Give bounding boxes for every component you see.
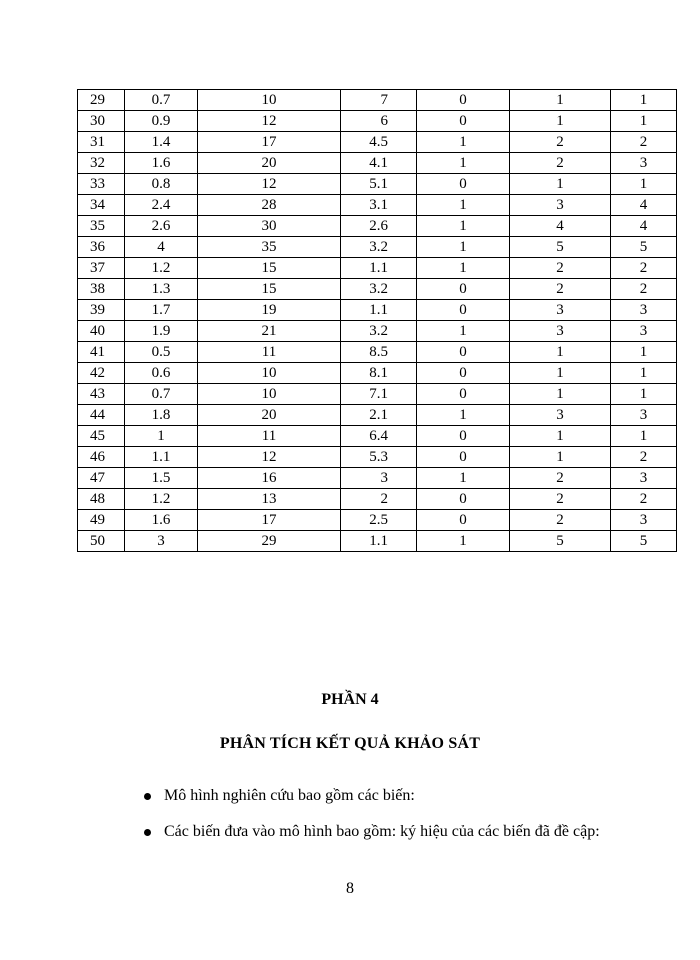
table-cell: 1 <box>611 342 677 363</box>
table-cell: 5.1 <box>341 174 417 195</box>
table-cell: 2 <box>510 468 611 489</box>
table-cell: 1.7 <box>125 300 198 321</box>
table-cell: 0 <box>417 384 510 405</box>
table-row <box>78 300 677 321</box>
table-row <box>78 363 677 384</box>
table-cell: 1.5 <box>125 468 198 489</box>
table-cell: 1 <box>417 195 510 216</box>
table-cell: 8.1 <box>341 363 417 384</box>
table-cell: 1.3 <box>125 279 198 300</box>
table-cell: 7 <box>341 90 417 111</box>
table-cell: 41 <box>78 342 125 363</box>
table-cell: 50 <box>78 531 125 552</box>
table-cell: 20 <box>198 153 341 174</box>
table-cell: 3 <box>510 321 611 342</box>
bullet-text: Các biến đưa vào mô hình bao gồm: ký hiệu của các biến đã đề cập: <box>164 823 600 840</box>
table-cell: 17 <box>198 132 341 153</box>
table-row <box>78 405 677 426</box>
table-cell: 0 <box>417 426 510 447</box>
table-cell: 4 <box>125 237 198 258</box>
table-cell: 0.8 <box>125 174 198 195</box>
table-cell: 44 <box>78 405 125 426</box>
table-cell: 0 <box>417 174 510 195</box>
table-body <box>78 90 677 552</box>
table-cell: 11 <box>198 342 341 363</box>
table-cell: 34 <box>78 195 125 216</box>
table-cell: 33 <box>78 174 125 195</box>
table-cell: 3 <box>510 405 611 426</box>
bullet-dot-icon <box>144 829 151 836</box>
table-cell: 1.8 <box>125 405 198 426</box>
bullet-dot-icon <box>144 793 151 800</box>
table-cell: 5.3 <box>341 447 417 468</box>
table-cell: 3 <box>611 405 677 426</box>
table-cell: 36 <box>78 237 125 258</box>
table-cell: 10 <box>198 363 341 384</box>
table-row <box>78 216 677 237</box>
table-row <box>78 321 677 342</box>
table-cell: 5 <box>510 237 611 258</box>
table-cell: 4 <box>510 216 611 237</box>
table-cell: 2 <box>510 153 611 174</box>
table-cell: 32 <box>78 153 125 174</box>
table-cell: 10 <box>198 384 341 405</box>
table-cell: 0.9 <box>125 111 198 132</box>
table-cell: 0 <box>417 342 510 363</box>
table-cell: 7.1 <box>341 384 417 405</box>
table-cell: 1 <box>417 216 510 237</box>
table-cell: 49 <box>78 510 125 531</box>
table-cell: 2 <box>341 489 417 510</box>
table-cell: 3 <box>341 468 417 489</box>
table-row <box>78 426 677 447</box>
table-cell: 5 <box>611 531 677 552</box>
table-cell: 1 <box>611 363 677 384</box>
table-cell: 1 <box>417 531 510 552</box>
table-cell: 0 <box>417 363 510 384</box>
table-cell: 12 <box>198 111 341 132</box>
table-cell: 2 <box>611 279 677 300</box>
table-cell: 46 <box>78 447 125 468</box>
table-cell: 2 <box>510 489 611 510</box>
table-cell: 17 <box>198 510 341 531</box>
table-cell: 0 <box>417 90 510 111</box>
table-cell: 2.6 <box>341 216 417 237</box>
bullet-list <box>140 781 610 853</box>
table-cell: 1.1 <box>341 300 417 321</box>
bullet-item <box>140 817 610 847</box>
table-cell: 3.2 <box>341 321 417 342</box>
page-number: 8 <box>346 880 354 897</box>
data-table <box>77 89 677 552</box>
table-cell: 35 <box>198 237 341 258</box>
table-cell: 4 <box>611 216 677 237</box>
table-cell: 2 <box>611 447 677 468</box>
table-cell: 1.1 <box>341 258 417 279</box>
table-cell: 3 <box>510 300 611 321</box>
table-cell: 2 <box>510 258 611 279</box>
table-cell: 0.6 <box>125 363 198 384</box>
table-row <box>78 258 677 279</box>
table-row <box>78 489 677 510</box>
table-row <box>78 384 677 405</box>
table-cell: 6 <box>341 111 417 132</box>
table-cell: 48 <box>78 489 125 510</box>
table-cell: 1 <box>510 342 611 363</box>
table-cell: 1 <box>510 90 611 111</box>
table-cell: 1 <box>611 384 677 405</box>
table-cell: 16 <box>198 468 341 489</box>
table-cell: 0 <box>417 279 510 300</box>
table-cell: 8.5 <box>341 342 417 363</box>
table-cell: 1 <box>611 111 677 132</box>
table-cell: 3.1 <box>341 195 417 216</box>
table-cell: 12 <box>198 174 341 195</box>
table-cell: 42 <box>78 363 125 384</box>
table-row <box>78 510 677 531</box>
table-cell: 1 <box>611 426 677 447</box>
table-cell: 2.6 <box>125 216 198 237</box>
table-cell: 1.4 <box>125 132 198 153</box>
table-cell: 0 <box>417 111 510 132</box>
table-cell: 19 <box>198 300 341 321</box>
table-cell: 0.5 <box>125 342 198 363</box>
table-cell: 30 <box>198 216 341 237</box>
table-cell: 29 <box>78 90 125 111</box>
table-row <box>78 174 677 195</box>
table-cell: 5 <box>611 237 677 258</box>
table-cell: 1.1 <box>125 447 198 468</box>
table-cell: 2 <box>510 132 611 153</box>
table-cell: 11 <box>198 426 341 447</box>
table-cell: 37 <box>78 258 125 279</box>
table-cell: 4.1 <box>341 153 417 174</box>
table-cell: 0 <box>417 489 510 510</box>
table-cell: 3 <box>611 153 677 174</box>
table-row <box>78 90 677 111</box>
table-cell: 1 <box>611 174 677 195</box>
table-row <box>78 342 677 363</box>
table-cell: 1 <box>125 426 198 447</box>
table-cell: 1.6 <box>125 510 198 531</box>
table-row <box>78 132 677 153</box>
table-cell: 1 <box>417 258 510 279</box>
table-cell: 1 <box>510 174 611 195</box>
table-cell: 1 <box>417 468 510 489</box>
table-cell: 1 <box>510 447 611 468</box>
table-cell: 1.2 <box>125 258 198 279</box>
table-row <box>78 237 677 258</box>
table-cell: 3.2 <box>341 279 417 300</box>
table-cell: 15 <box>198 258 341 279</box>
table-cell: 3 <box>611 510 677 531</box>
table-cell: 0.7 <box>125 384 198 405</box>
table-row <box>78 531 677 552</box>
section-title: PHÂN TÍCH KẾT QUẢ KHẢO SÁT <box>219 735 481 752</box>
section-number: PHẦN 4 <box>321 691 379 708</box>
table-row <box>78 153 677 174</box>
table-cell: 31 <box>78 132 125 153</box>
table-cell: 38 <box>78 279 125 300</box>
table-cell: 2.5 <box>341 510 417 531</box>
table-cell: 10 <box>198 90 341 111</box>
table-row <box>78 468 677 489</box>
table-cell: 1 <box>510 111 611 132</box>
table-cell: 2.4 <box>125 195 198 216</box>
table-cell: 3.2 <box>341 237 417 258</box>
table-cell: 4.5 <box>341 132 417 153</box>
table-cell: 1.6 <box>125 153 198 174</box>
table-cell: 1 <box>417 405 510 426</box>
table-cell: 3 <box>611 468 677 489</box>
table-cell: 3 <box>125 531 198 552</box>
table-cell: 43 <box>78 384 125 405</box>
table-cell: 28 <box>198 195 341 216</box>
table-cell: 1 <box>417 153 510 174</box>
table-cell: 2.1 <box>341 405 417 426</box>
table-cell: 29 <box>198 531 341 552</box>
table-cell: 47 <box>78 468 125 489</box>
table-cell: 13 <box>198 489 341 510</box>
table-cell: 39 <box>78 300 125 321</box>
table-cell: 12 <box>198 447 341 468</box>
table-cell: 0.7 <box>125 90 198 111</box>
table-cell: 2 <box>611 258 677 279</box>
table-cell: 1 <box>417 237 510 258</box>
table-cell: 20 <box>198 405 341 426</box>
table-row <box>78 111 677 132</box>
table-cell: 1 <box>611 90 677 111</box>
table-cell: 4 <box>611 195 677 216</box>
bullet-text: Mô hình nghiên cứu bao gồm các biến: <box>164 787 415 804</box>
table-cell: 0 <box>417 447 510 468</box>
table-cell: 1 <box>417 321 510 342</box>
table-cell: 3 <box>611 321 677 342</box>
bullet-item <box>140 781 610 811</box>
table-cell: 21 <box>198 321 341 342</box>
table-cell: 1.2 <box>125 489 198 510</box>
table-cell: 1.1 <box>341 531 417 552</box>
table-row <box>78 195 677 216</box>
table-cell: 1.9 <box>125 321 198 342</box>
table-cell: 0 <box>417 300 510 321</box>
table-row <box>78 447 677 468</box>
table-cell: 1 <box>510 426 611 447</box>
table-cell: 1 <box>510 363 611 384</box>
table-cell: 3 <box>510 195 611 216</box>
table-cell: 1 <box>510 384 611 405</box>
table-cell: 2 <box>611 489 677 510</box>
table-cell: 15 <box>198 279 341 300</box>
table-cell: 5 <box>510 531 611 552</box>
table-cell: 40 <box>78 321 125 342</box>
table-row <box>78 279 677 300</box>
table-cell: 1 <box>417 132 510 153</box>
table-cell: 35 <box>78 216 125 237</box>
table-cell: 45 <box>78 426 125 447</box>
table-cell: 6.4 <box>341 426 417 447</box>
table-cell: 2 <box>510 510 611 531</box>
table-cell: 2 <box>510 279 611 300</box>
table-cell: 30 <box>78 111 125 132</box>
table-cell: 0 <box>417 510 510 531</box>
table-cell: 3 <box>611 300 677 321</box>
table-cell: 2 <box>611 132 677 153</box>
